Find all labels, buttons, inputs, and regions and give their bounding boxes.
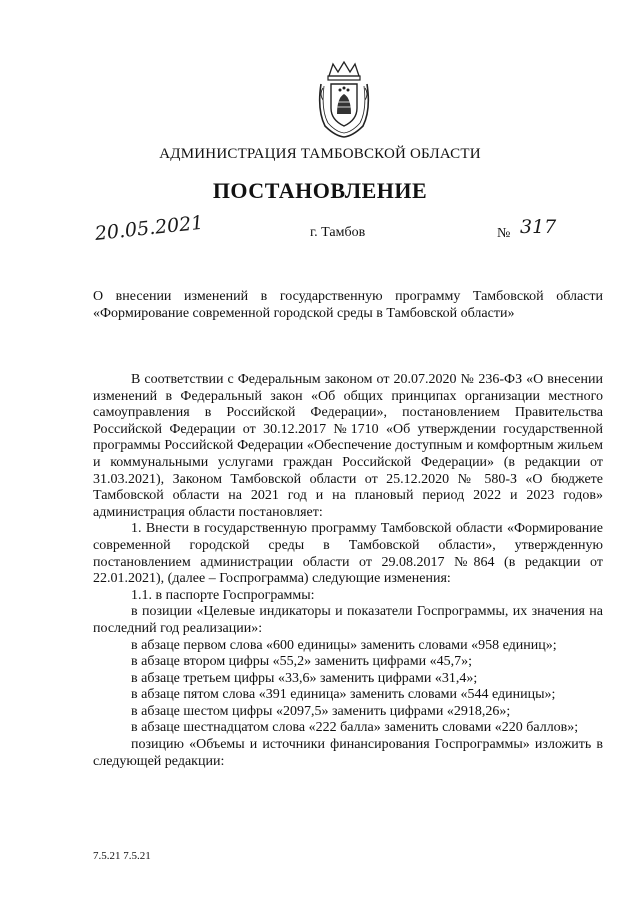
- change-line: в абзаце первом слова «600 единицы» заменить словами «958 единиц»;: [131, 637, 557, 653]
- city: г. Тамбов: [310, 225, 366, 240]
- item-1-1-paragraph: 1.1. в паспорте Госпрограммы:: [131, 587, 315, 603]
- handwritten-number: 317: [520, 216, 557, 238]
- document-subject: О внесении изменений в государственную программу Тамбовской области «Формирование современной городской среды в Тамбовской области»: [93, 289, 603, 321]
- item-1-paragraph: 1. Внести в государственную программу Тамбовской области «Формирование современной городской среды в Тамбовской области», утвержденную постановлением администрации области от 29.08.2017 №864 (в редакции от 22.01.2021), (далее – Госпрограмма) следующие изменения:: [93, 521, 603, 587]
- preamble-paragraph: В соответствии с Федеральным законом от 20.07.2020 № 236-ФЗ «О внесении изменений в Федеральный закон «Об общих принципах организации местного самоуправления в Российской Федерации», постановлением Правительства Российской Федерации от 30.12.2017 №1710 «Об утверждении государственной программы Российской Федерации «Обеспечение доступным и комфортным жильем и коммунальными услугами граждан Российской Федерации» (в редакции от 31.03.2021), Законом Тамбовской области от 25.12.2020 № 580-З «О бюджете Тамбовской области на 2021 год и на плановый период 2022 и 2023 годов» администрация области постановляет:: [93, 372, 603, 520]
- change-line: в абзаце шестом цифры «2097,5» заменить цифрами «2918,26»;: [131, 703, 511, 719]
- number-label: №: [497, 226, 511, 241]
- change-line: в абзаце шестнадцатом слова «222 балла» заменить словами «220 баллов»;: [131, 720, 579, 736]
- position-targets-paragraph: в позиции «Целевые индикаторы и показатели Госпрограммы, их значения на последний год реализации»:: [93, 604, 603, 636]
- change-line: в абзаце пятом слова «391 единица» заменить словами «544 единицы»;: [131, 687, 556, 703]
- document-type-title: ПОСТАНОВЛЕНИЕ: [212, 178, 428, 203]
- footer-code: 7.5.21 7.5.21: [93, 850, 151, 862]
- agency-name: АДМИНИСТРАЦИЯ ТАМБОВСКОЙ ОБЛАСТИ: [159, 146, 481, 162]
- document-body: [93, 372, 603, 770]
- change-line: в абзаце втором цифры «55,2» заменить цифрами «45,7»;: [131, 654, 472, 670]
- coat-of-arms-emblem: [315, 60, 373, 138]
- position-funding-paragraph: позицию «Объемы и источники финансирования Госпрограммы» изложить в следующей редакции:: [93, 737, 603, 769]
- change-line: в абзаце третьем цифры «33,6» заменить цифрами «31,4»;: [131, 670, 478, 686]
- handwritten-date: 20.05.2021: [93, 211, 205, 245]
